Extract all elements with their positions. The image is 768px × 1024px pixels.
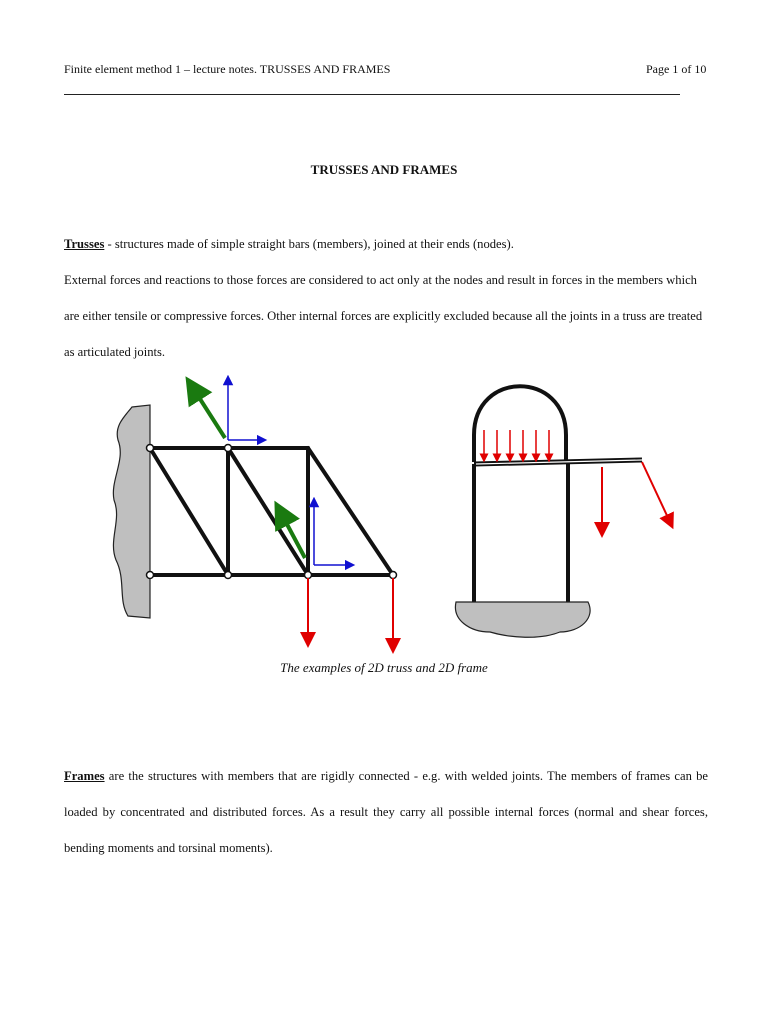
frames-term: Frames — [64, 769, 105, 783]
truss-nodes — [147, 445, 397, 579]
header-divider — [64, 94, 680, 95]
trusses-definition — [64, 226, 708, 262]
trusses-term: Trusses — [64, 237, 105, 251]
frame-inclined-load-arrow — [642, 462, 670, 522]
distributed-load-arrows — [484, 430, 549, 458]
frame-arch — [474, 386, 566, 462]
frames-definition-text: are the structures with members that are rigidly connected - e.g. with welded joints. The members of frames can be loaded by concentrated and distributed forces. As a result they carry all possible internal forces (normal and shear forces, bending moments and torsinal moments). — [64, 769, 708, 855]
page-title: TRUSSES AND FRAMES — [310, 162, 458, 177]
trusses-definition-text: - structures made of simple straight bars (members), joined at their ends (nodes). — [104, 237, 514, 251]
frame-ground-support — [455, 602, 590, 637]
truss-and-frame-figure — [0, 370, 768, 660]
page-number: Page 1 of 10 — [646, 62, 707, 76]
truss-members — [150, 448, 393, 575]
figure-caption: The examples of 2D truss and 2D frame — [280, 660, 488, 675]
trusses-description: External forces and reactions to those forces are considered to act only at the nodes and result in forces in the members which are either tensile or compressive forces. Other internal forces are explicitly excluded because all the joints in a truss are treated as articulated joints. — [64, 273, 703, 359]
header-title: Finite element method 1 – lecture notes. TRUSSES AND FRAMES — [64, 62, 391, 76]
node-force-resultant — [193, 388, 225, 438]
truss-wall-support — [113, 405, 150, 618]
frames-definition — [64, 758, 708, 866]
